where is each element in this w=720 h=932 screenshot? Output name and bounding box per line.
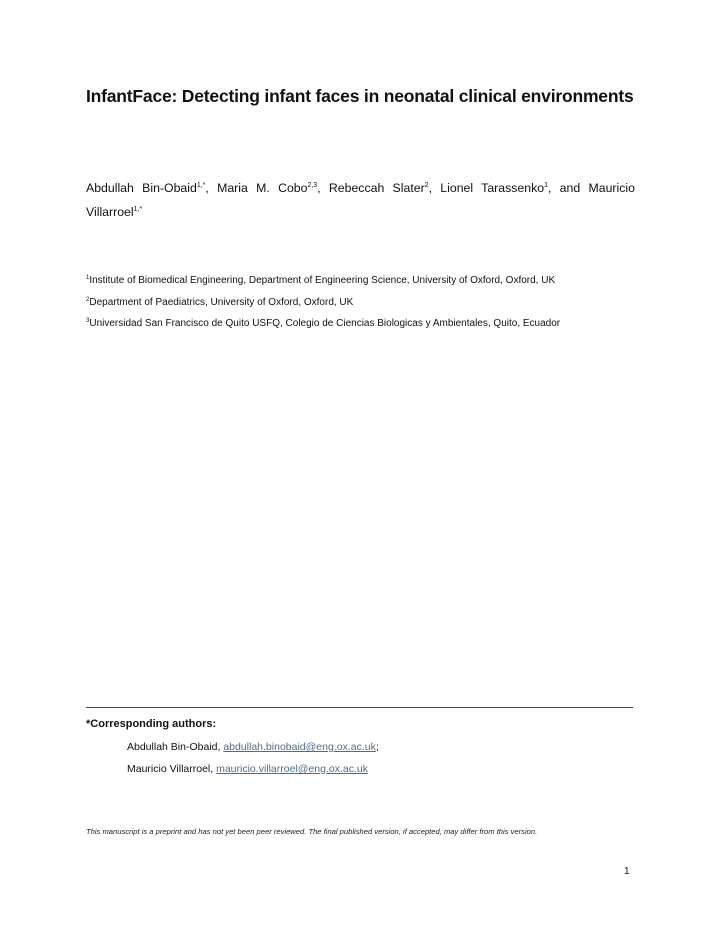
paper-title: InfantFace: Detecting infant faces in neonatal clinical environments xyxy=(86,86,634,106)
author-affiliation-mark: 2,3 xyxy=(307,182,318,189)
author-separator: , and xyxy=(547,181,589,195)
author-name: Rebeccah Slater xyxy=(328,181,425,195)
affiliation-number: 3 xyxy=(86,318,90,324)
author-separator: , xyxy=(428,181,441,195)
corresponding-authors-heading: *Corresponding authors: xyxy=(86,718,217,730)
affiliation-list xyxy=(86,274,646,339)
contact-name: Mauricio Villarroel, xyxy=(127,763,217,775)
author-name: Mauricio Villarroel xyxy=(86,181,635,219)
author-name: Abdullah Bin-Obaid xyxy=(86,181,197,195)
email-link[interactable]: abdullah.binobaid@eng.ox.ac.uk xyxy=(223,741,376,753)
email-link[interactable]: mauricio.villarroel@eng.ox.ac.uk xyxy=(216,763,368,775)
affiliation-number: 2 xyxy=(86,296,90,303)
affiliation-item xyxy=(86,274,646,296)
page-number: 1 xyxy=(624,866,630,877)
contact-separator: ; xyxy=(375,741,379,753)
affiliation-item xyxy=(86,296,646,318)
corresponding-contact xyxy=(127,741,379,753)
author-affiliation-mark: 2 xyxy=(424,182,429,189)
preprint-notice: This manuscript is a preprint and has not yet been peer reviewed. The final published version, if accepted, may differ from this version. xyxy=(86,827,538,836)
contact-name: Abdullah Bin-Obaid, xyxy=(127,741,224,753)
author-affiliation-mark: 1,* xyxy=(133,206,143,213)
author-affiliation-mark: 1,* xyxy=(196,182,206,189)
corresponding-contact xyxy=(127,763,368,775)
author-list xyxy=(86,176,635,224)
author-separator: , xyxy=(317,181,329,195)
affiliation-text: Institute of Biomedical Engineering, Department of Engineering Science, University of Oxford, Oxford, UK xyxy=(89,275,556,286)
affiliation-number: 1 xyxy=(86,275,90,281)
author-name: Maria M. Cobo xyxy=(217,181,308,195)
author-affiliation-mark: 1 xyxy=(544,182,548,189)
author-name: Lionel Tarassenko xyxy=(440,181,545,195)
author-separator: , xyxy=(205,181,218,195)
footnote-divider xyxy=(86,707,633,708)
affiliation-text: Department of Paediatrics, University of Oxford, Oxford, UK xyxy=(89,296,354,308)
affiliation-text: Universidad San Francisco de Quito USFQ, Colegio de Ciencias Biologicas y Ambientales, Quito, Ecuador xyxy=(89,318,561,329)
affiliation-item xyxy=(86,317,646,339)
